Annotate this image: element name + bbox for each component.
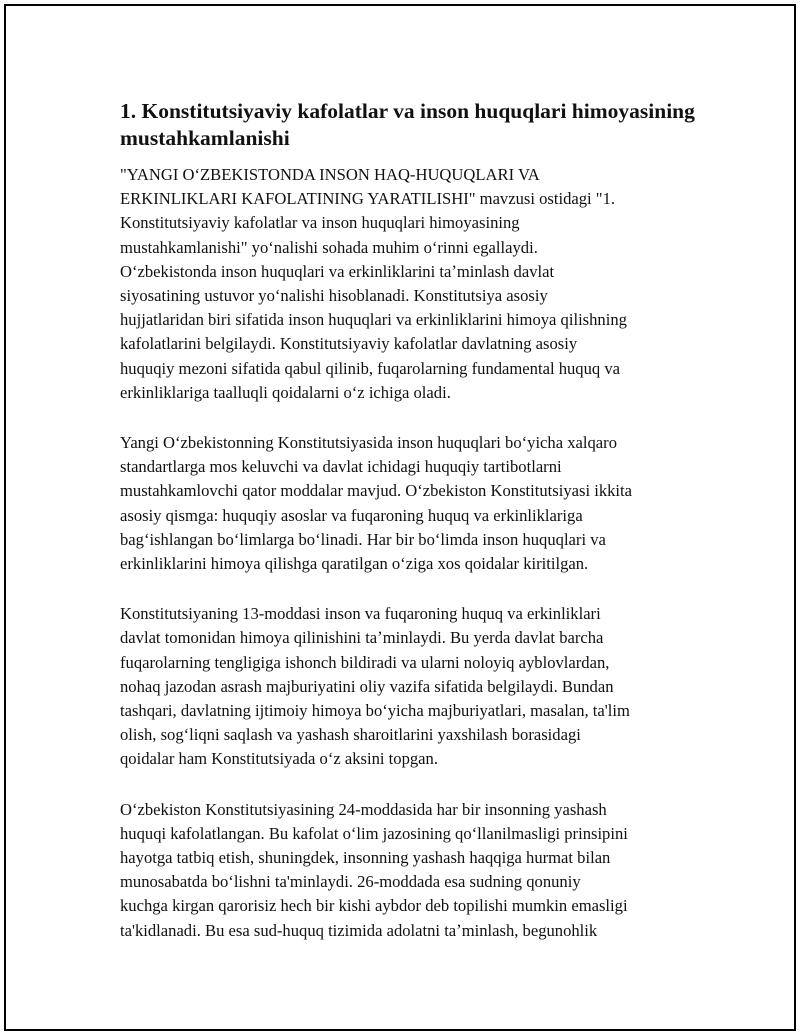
text-line: Oʻzbekiston Konstitutsiyasining 24-moddasida har bir insonning yashash bbox=[120, 799, 607, 819]
text-line: asosiy qismga: huquqiy asoslar va fuqaroning huquq va erkinliklariga bbox=[120, 505, 583, 525]
heading-line: 1. Konstitutsiyaviy kafolatlar va inson huquqlari himoyasining bbox=[120, 99, 695, 123]
paragraph-2 bbox=[120, 431, 695, 576]
section-heading bbox=[120, 98, 695, 152]
text-line: hayotga tatbiq etish, shuningdek, insonning yashash haqqiga hurmat bilan bbox=[120, 848, 611, 868]
document-page bbox=[4, 4, 796, 1031]
text-line: hujjatlaridan biri sifatida inson huquqlari va erkinliklarini himoya qilishning bbox=[120, 310, 627, 330]
text-line: Oʻzbekistonda inson huquqlari va erkinliklarini taʼminlash davlat bbox=[120, 261, 555, 281]
text-line: Yangi Oʻzbekistonning Konstitutsiyasida inson huquqlari boʻyicha xalqaro bbox=[120, 433, 617, 453]
text-line: fuqarolarning tengligiga ishonch bildiradi va ularni noloyiq ayblovlardan, bbox=[120, 652, 610, 672]
text-line: huquqiy mezoni sifatida qabul qilinib, fuqarolarning fundamental huquq va bbox=[120, 358, 621, 378]
text-line: bagʻishlangan boʻlimlarga boʻlinadi. Har bir boʻlimda inson huquqlari va bbox=[120, 529, 606, 549]
document-body bbox=[120, 98, 695, 969]
text-line: mustahkamlovchi qator moddalar mavjud. Oʻzbekiston Konstitutsiyasi ikkita bbox=[120, 481, 633, 501]
text-line: huquqi kafolatlangan. Bu kafolat oʻlim jazosining qoʻllanilmasligi prinsipini bbox=[120, 823, 628, 843]
text-line: Konstitutsiyaviy kafolatlar va inson huquqlari himoyasining bbox=[120, 213, 520, 233]
paragraph-4 bbox=[120, 798, 695, 943]
text-line: kuchga kirgan qarorisiz hech bir kishi aybdor deb topilishi mumkin emasligi bbox=[120, 896, 628, 916]
text-line: erkinliklariga taalluqli qoidalarni oʻz ichiga oladi. bbox=[120, 382, 451, 402]
text-line: siyosatining ustuvor yoʻnalishi hisoblanadi. Konstitutsiya asosiy bbox=[120, 286, 548, 306]
text-line: davlat tomonidan himoya qilinishini taʼminlaydi. Bu yerda davlat barcha bbox=[120, 628, 604, 648]
text-line: nohaq jazodan asrash majburiyatini oliy vazifa sifatida belgilaydi. Bundan bbox=[120, 676, 614, 696]
heading-line: mustahkamlanishi bbox=[120, 126, 290, 150]
text-line: qoidalar ham Konstitutsiyada oʻz aksini topgan. bbox=[120, 749, 438, 769]
text-line: kafolatlarini belgilaydi. Konstitutsiyaviy kafolatlar davlatning asosiy bbox=[120, 334, 578, 354]
text-line: tashqari, davlatning ijtimoiy himoya boʻyicha majburiyatlari, masalan, ta'lim bbox=[120, 701, 630, 721]
paragraph-1 bbox=[120, 163, 695, 405]
text-line: "YANGI OʻZBEKISTONDA INSON HAQ-HUQUQLARI VA bbox=[120, 165, 540, 184]
text-line: Konstitutsiyaning 13-moddasi inson va fuqaroning huquq va erkinliklari bbox=[120, 604, 601, 624]
text-line: ta'kidlanadi. Bu esa sud-huquq tizimida adolatni taʼminlash, begunohlik bbox=[120, 920, 598, 940]
text-line: erkinliklarini himoya qilishga qaratilgan oʻziga xos qoidalar kiritilgan. bbox=[120, 554, 589, 574]
text-line: mustahkamlanishi" yoʻnalishi sohada muhim oʻrinni egallaydi. bbox=[120, 237, 538, 257]
text-line: ERKINLIKLARI KAFOLATINING YARATILISHI" mavzusi ostidagi "1. bbox=[120, 189, 616, 209]
text-line: standartlarga mos keluvchi va davlat ichidagi huquqiy tartibotlarni bbox=[120, 457, 562, 477]
paragraph-3 bbox=[120, 602, 695, 771]
text-line: olish, sogʻliqni saqlash va yashash sharoitlarini yaxshilash borasidagi bbox=[120, 725, 581, 745]
text-line: munosabatda boʻlishni ta'minlaydi. 26-moddada esa sudning qonuniy bbox=[120, 872, 581, 892]
